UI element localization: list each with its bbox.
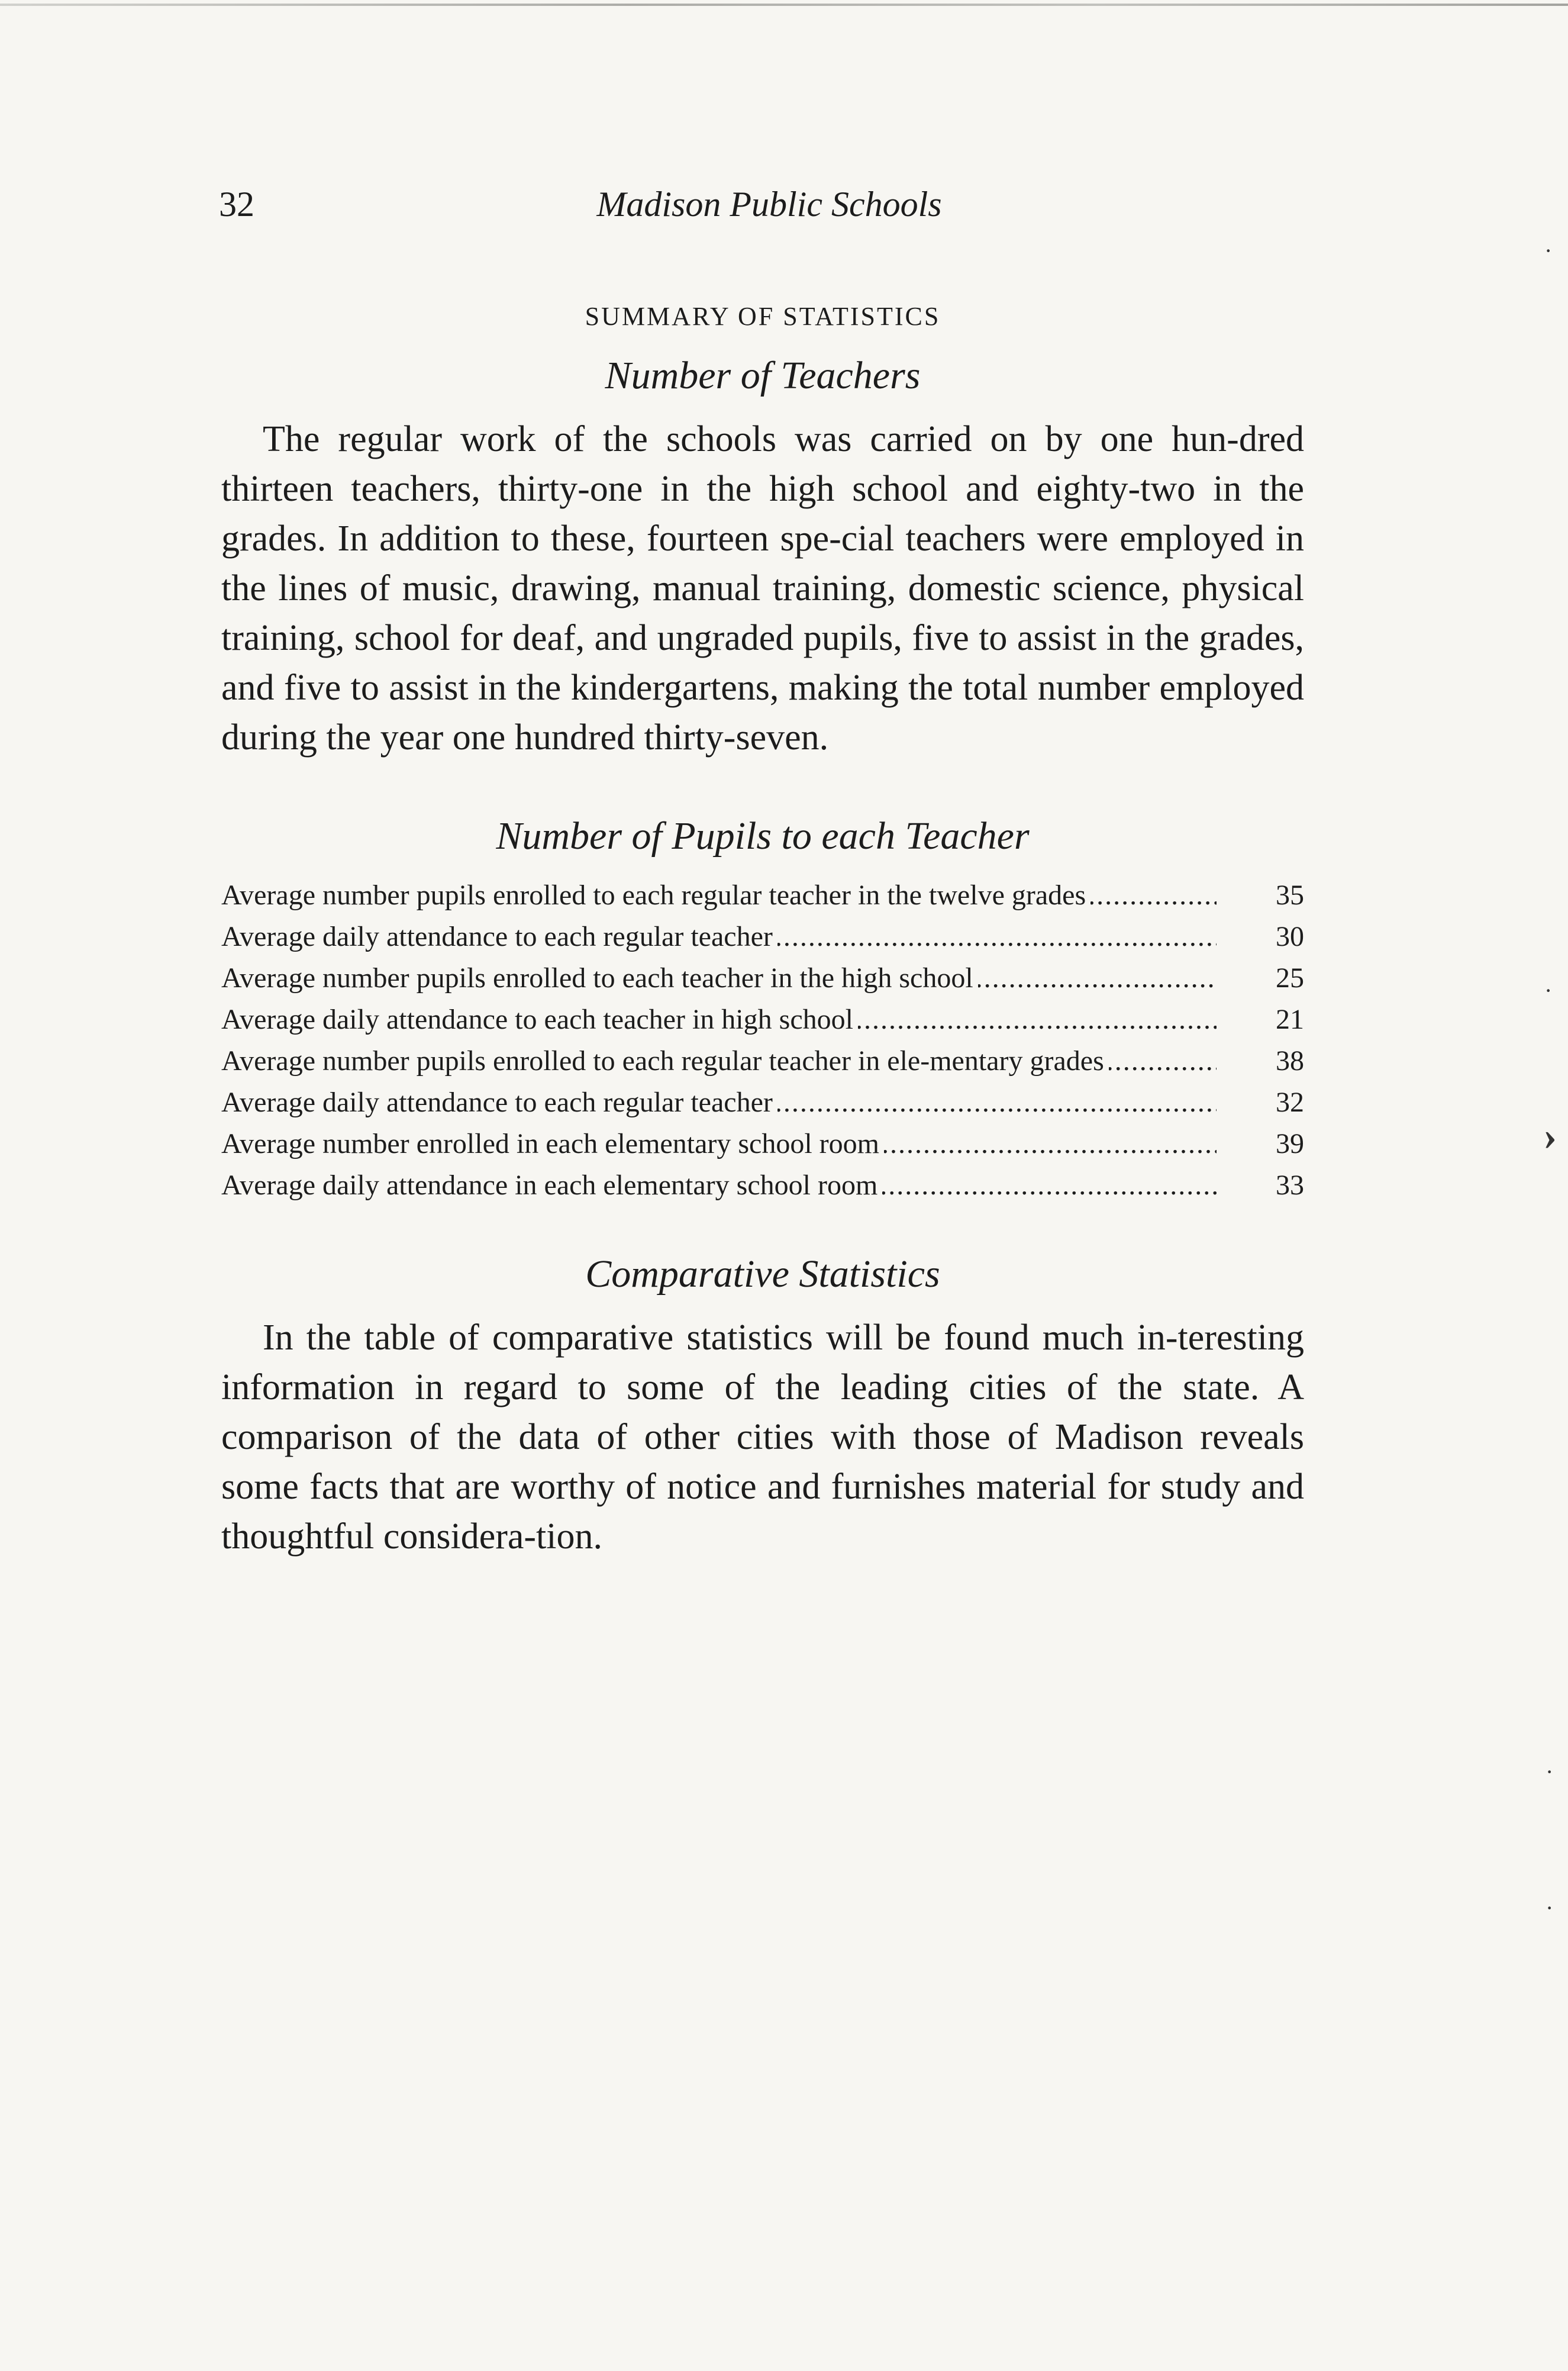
teachers-heading: Number of Teachers bbox=[605, 354, 921, 397]
stat-label: Average number pupils enrolled to each regular teacher in ele-mentary grades bbox=[221, 1045, 1109, 1077]
margin-speck: · bbox=[1544, 237, 1553, 264]
stat-row bbox=[221, 1082, 1304, 1123]
teachers-paragraph: The regular work of the schools was carried on by one hun-dred thirteen teachers, thirty-one in the high school and eighty-two in the grades. In addition to these, fourteen spe-cial teachers were employed in the lines of music, drawing, manual training, domestic science, physical training, school for deaf, and ungraded pupils, five to assist in the grades, and five to assist in the kindergartens, making the total number employed during the year one hundred thirty-seven. bbox=[221, 419, 1304, 758]
stat-value: 32 bbox=[1217, 1082, 1304, 1123]
page-number: 32 bbox=[219, 185, 254, 224]
stat-label: Average daily attendance to each regular teacher bbox=[221, 1087, 777, 1118]
stat-row bbox=[221, 958, 1304, 999]
stat-label: Average daily attendance in each elementary school room bbox=[221, 1170, 882, 1201]
stat-label: Average daily attendance to each regular teacher bbox=[221, 921, 777, 952]
stat-row bbox=[221, 999, 1304, 1040]
stat-row bbox=[221, 1165, 1304, 1206]
margin-speck: · bbox=[1544, 977, 1553, 1004]
stat-label: Average number pupils enrolled to each teacher in the high school bbox=[221, 962, 978, 994]
stat-value: 21 bbox=[1217, 999, 1304, 1040]
stat-value: 25 bbox=[1217, 958, 1304, 999]
stat-row bbox=[221, 916, 1304, 958]
pupils-per-teacher-list bbox=[221, 875, 1304, 1206]
stat-label: Average daily attendance to each teacher in high school bbox=[221, 1004, 858, 1035]
page-header bbox=[0, 178, 1568, 231]
margin-speck: · bbox=[1546, 1895, 1554, 1921]
pupils-per-teacher-heading: Number of Pupils to each Teacher bbox=[496, 814, 1030, 858]
stat-value: 30 bbox=[1217, 916, 1304, 958]
stat-row bbox=[221, 875, 1304, 916]
comparative-statistics-paragraph: In the table of comparative statistics will be found much in-teresting information in regard to some of the leading cities of the state. A comparison of the data of other cities with those of Madison reveals some facts that are worthy of notice and furnishes material for study and thoughtful considera-tion. bbox=[221, 1317, 1304, 1557]
stat-row bbox=[221, 1040, 1304, 1082]
comparative-statistics-heading: Comparative Statistics bbox=[585, 1252, 940, 1296]
running-title: Madison Public Schools bbox=[596, 185, 942, 224]
top-edge-rule bbox=[0, 4, 1568, 6]
stat-label: Average number pupils enrolled to each regular teacher in the twelve grades bbox=[221, 880, 1090, 911]
stat-value: 39 bbox=[1217, 1123, 1304, 1165]
section-heading: SUMMARY OF STATISTICS bbox=[585, 302, 941, 331]
page-content bbox=[221, 290, 1304, 1561]
stat-row bbox=[221, 1123, 1304, 1165]
margin-speck: › bbox=[1543, 1113, 1557, 1159]
stat-value: 38 bbox=[1217, 1040, 1304, 1082]
stat-label: Average number enrolled in each elementary school room bbox=[221, 1128, 884, 1159]
margin-speck: · bbox=[1546, 1758, 1554, 1785]
stat-value: 33 bbox=[1217, 1165, 1304, 1206]
stat-value: 35 bbox=[1217, 875, 1304, 916]
